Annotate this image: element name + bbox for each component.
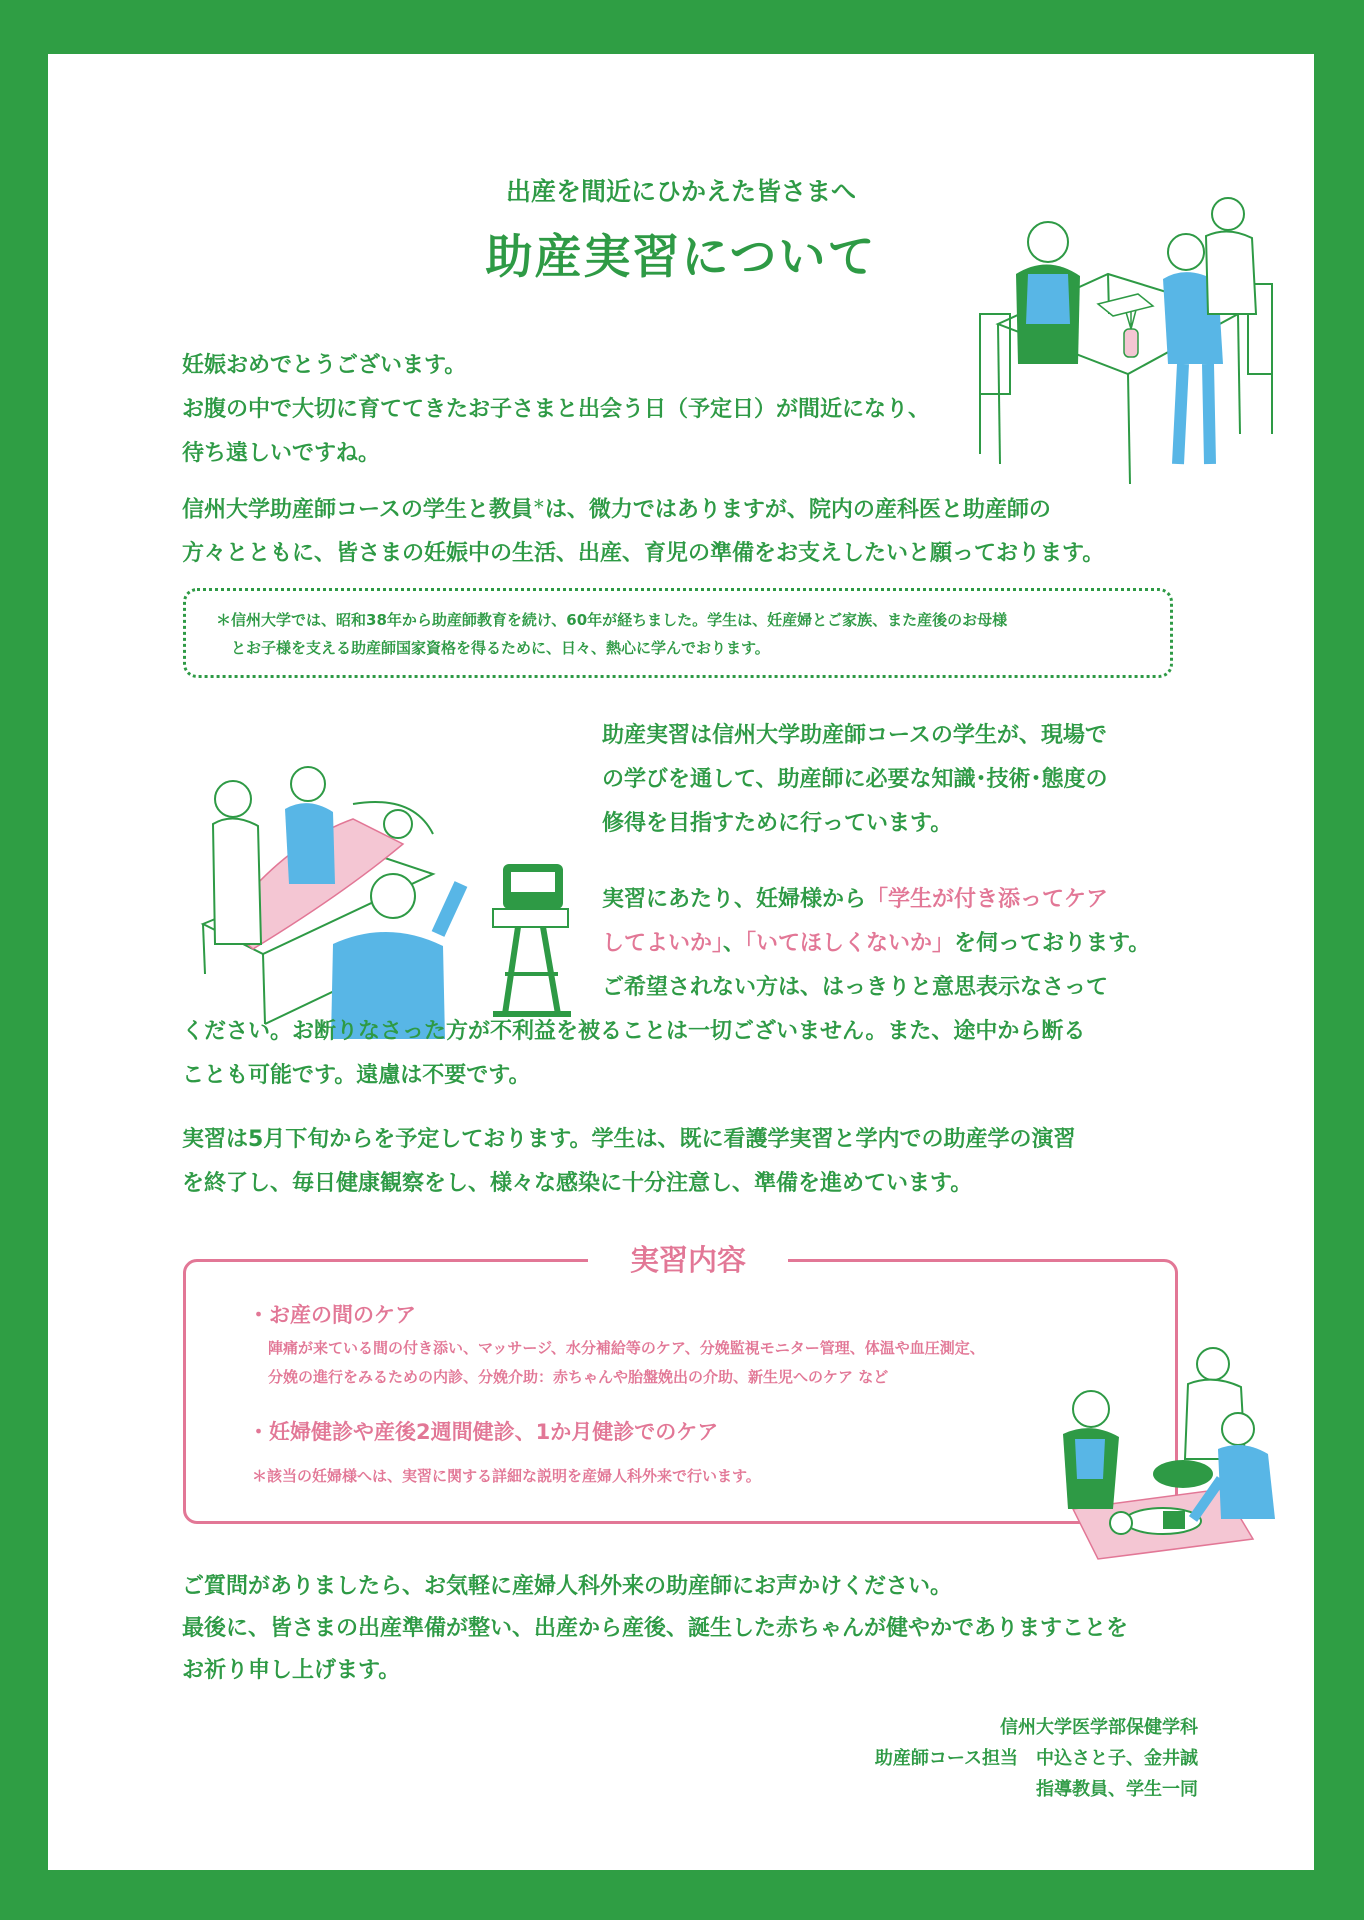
support-line: 信州大学助産師コースの学生と教員＊は、微力ではありますが、院内の産科医と助産師の <box>182 497 1051 523</box>
page-title: 助産実習について <box>485 230 877 285</box>
support-line: 方々とともに、皆さまの妊娠中の生活、出産、育児の準備をお支えしたいと願っております。 <box>182 541 1105 567</box>
consent-line: 実習にあたり、妊婦様から「学生が付き添ってケア <box>602 887 1109 912</box>
purpose-line: 助産実習は信州大学助産師コースの学生が、現場で <box>602 723 1107 748</box>
footnote-mark: ＊ <box>532 497 545 511</box>
schedule-paragraph <box>182 1118 1076 1206</box>
closing-line: お祈り申し上げます。 <box>182 1658 401 1683</box>
purpose-paragraph <box>602 714 1108 846</box>
note-line: ＊信州大学では、昭和38年から助産師教育を続け、60年が経ちました。学生は、妊産婦とご家族、また産後のお母様 <box>216 611 1008 629</box>
delivery-room-illustration <box>193 724 613 1044</box>
signature-line: 信州大学医学部保健学科 <box>1000 1717 1198 1738</box>
content-detail-line: 陣痛が来ている間の付き添い、マッサージ、水分補給等のケア、分娩監視モニター管理、体温や血圧測定、 <box>268 1339 985 1357</box>
consent-line: ことも可能です。遠慮は不要です。 <box>182 1063 531 1088</box>
consent-paragraph-bottom <box>182 1010 1085 1098</box>
content-item-details <box>268 1334 985 1392</box>
signature-line: 指導教員、学生一同 <box>1036 1779 1198 1800</box>
content-item-title: ・妊婦健診や産後2週間健診、1か月健診でのケア <box>248 1420 719 1444</box>
consent-paragraph-top <box>602 878 1150 1010</box>
page-subtitle: 出産を間近にひかえた皆さまへ <box>505 177 856 206</box>
consent-line: してよいか」、「いてほしくないか」を伺っております。 <box>602 931 1151 956</box>
consent-line: ご希望されない方は、はっきりと意思表示なさって <box>602 975 1109 1000</box>
consultation-illustration <box>978 164 1278 494</box>
practice-content-heading: 実習内容 <box>588 1238 788 1282</box>
consent-line: ください。お断りなさった方が不利益を被ることは一切ございません。また、途中から断る <box>182 1019 1086 1044</box>
closing-paragraph <box>182 1566 1128 1692</box>
intro-line: 妊娠おめでとうございます。 <box>182 353 467 378</box>
consent-highlight: 「いてほしくないか」 <box>745 931 955 956</box>
signature-line: 助産師コース担当 中込さと子、金井誠 <box>874 1748 1198 1769</box>
schedule-line: 実習は5月下旬からを予定しております。学生は、既に看護学実習と学内での助産学の演習 <box>182 1127 1076 1152</box>
support-paragraph <box>182 482 1104 576</box>
content-item-title: ・お産の間のケア <box>248 1303 416 1327</box>
newborn-care-illustration <box>1013 1339 1313 1569</box>
intro-line: 待ち遠しいですね。 <box>182 441 381 466</box>
content-footnote: ＊該当の妊婦様へは、実習に関する詳細な説明を産婦人科外来で行います。 <box>252 1467 761 1485</box>
schedule-line: を終了し、毎日健康観察をし、様々な感染に十分注意し、準備を進めています。 <box>182 1171 973 1196</box>
note-line: とお子様を支える助産師国家資格を得るために、日々、熱心に学んでおります。 <box>216 639 770 657</box>
consent-highlight: してよいか」 <box>602 931 724 956</box>
closing-line: 最後に、皆さまの出産準備が整い、出産から産後、誕生した赤ちゃんが健やかでありますことを <box>182 1616 1129 1641</box>
purpose-line: 修得を目指すために行っています。 <box>602 811 953 836</box>
note-text <box>216 606 1007 662</box>
content-detail-line: 分娩の進行をみるための内診、分娩介助：赤ちゃんや胎盤娩出の介助、新生児へのケア など <box>268 1368 889 1386</box>
closing-line: ご質問がありましたら、お気軽に産婦人科外来の助産師にお声かけください。 <box>182 1574 953 1599</box>
signature-block <box>875 1712 1198 1805</box>
intro-line: お腹の中で大切に育ててきたお子さまと出会う日（予定日）が間近になり、 <box>182 397 931 422</box>
purpose-line: の学びを通して、助産師に必要な知識･技術･態度の <box>602 767 1108 792</box>
flyer-page <box>48 54 1314 1870</box>
intro-paragraph <box>182 344 930 476</box>
consent-highlight: 「学生が付き添ってケア <box>866 887 1109 912</box>
